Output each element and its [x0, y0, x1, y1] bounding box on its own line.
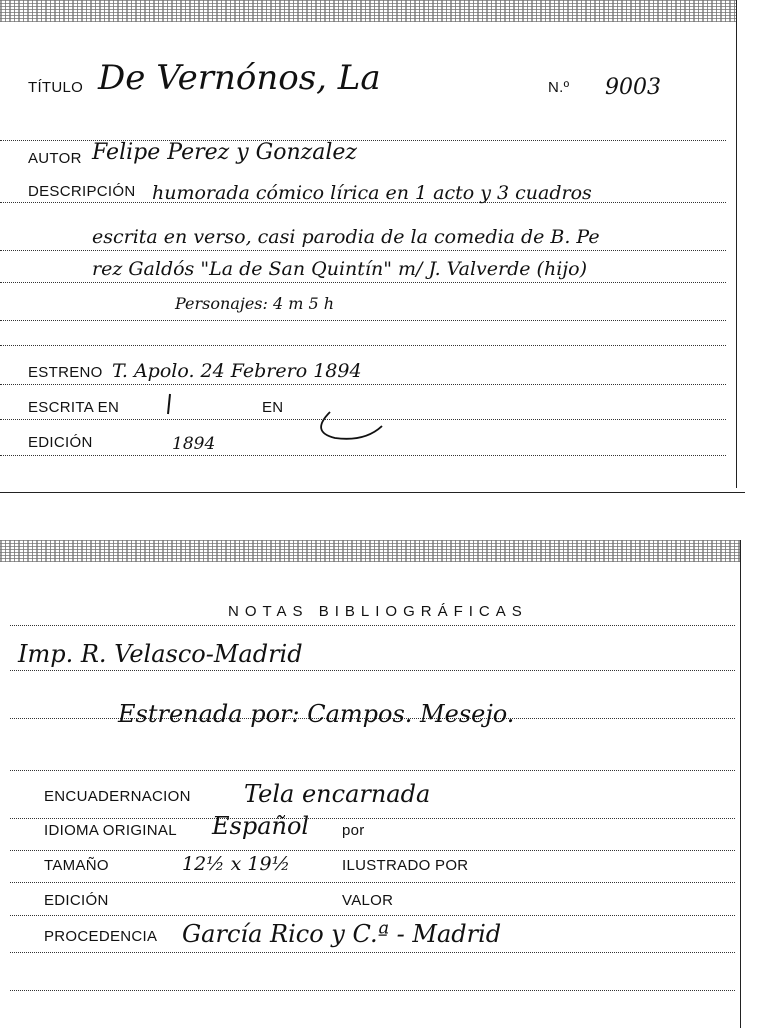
value-descripcion-line: Personajes: 4 m 5 h [175, 294, 335, 313]
label-tamano: TAMAÑO [44, 857, 109, 874]
value-idioma: Español [212, 812, 310, 840]
catalog-card-title [0, 0, 737, 488]
rule-line [10, 990, 735, 991]
scan-noise-band [0, 0, 736, 22]
value-numero: 9003 [605, 75, 661, 100]
rule-line [10, 818, 735, 819]
label-descripcion: DESCRIPCIÓN [28, 183, 136, 200]
label-autor: AUTOR [28, 150, 82, 167]
pen-mark-scribble [160, 392, 390, 448]
rule-line [10, 670, 735, 671]
rule-line [10, 850, 735, 851]
label-ilustrado: ILUSTRADO POR [342, 857, 469, 874]
rule-line [0, 282, 726, 283]
note-line: Estrenada por: Campos. Mesejo. [118, 700, 515, 728]
heading-notas: NOTAS BIBLIOGRÁFICAS [228, 603, 528, 620]
value-estreno: T. Apolo. 24 Febrero 1894 [112, 360, 362, 382]
value-autor: Felipe Perez y Gonzalez [92, 140, 357, 165]
label-en: EN [262, 399, 284, 416]
label-edicion: EDICIÓN [28, 434, 93, 451]
value-descripcion-line: humorada cómico lírica en 1 acto y 3 cuadros [152, 182, 592, 204]
catalog-card-notes [0, 540, 741, 1028]
label-titulo: TÍTULO [28, 79, 84, 96]
rule-line [0, 384, 726, 385]
label-por: por [342, 822, 365, 839]
value-descripcion-line: escrita en verso, casi parodia de la comedia de B. Pe [92, 226, 600, 248]
value-procedencia: García Rico y C.ª - Madrid [182, 920, 502, 948]
value-tamano: 12½ x 19½ [182, 853, 290, 875]
value-titulo: De Vernónos, La [98, 58, 381, 98]
value-descripcion-line: rez Galdós "La de San Quintín" m/ J. Valverde (hijo) [92, 258, 588, 280]
label-edicion-2: EDICIÓN [44, 892, 109, 909]
label-estreno: ESTRENO [28, 364, 103, 381]
label-numero: N.º [548, 79, 570, 96]
label-escrita-en: ESCRITA EN [28, 399, 120, 416]
label-valor: VALOR [342, 892, 394, 909]
value-edicion: 1894 [172, 434, 216, 454]
rule-line [0, 345, 726, 346]
rule-line [0, 455, 726, 456]
note-line: Imp. R. Velasco-Madrid [18, 640, 303, 668]
rule-line [10, 915, 735, 916]
card-separator [0, 492, 745, 493]
rule-line [10, 770, 735, 771]
rule-line [0, 250, 726, 251]
rule-line [10, 952, 735, 953]
rule-line [0, 320, 726, 321]
value-encuadernacion: Tela encarnada [244, 780, 431, 808]
rule-line [10, 625, 735, 626]
label-procedencia: PROCEDENCIA [44, 928, 158, 945]
label-encuadernacion: ENCUADERNACION [44, 788, 191, 805]
label-idioma: IDIOMA ORIGINAL [44, 822, 177, 839]
scan-noise-band [0, 540, 740, 562]
rule-line [10, 882, 735, 883]
